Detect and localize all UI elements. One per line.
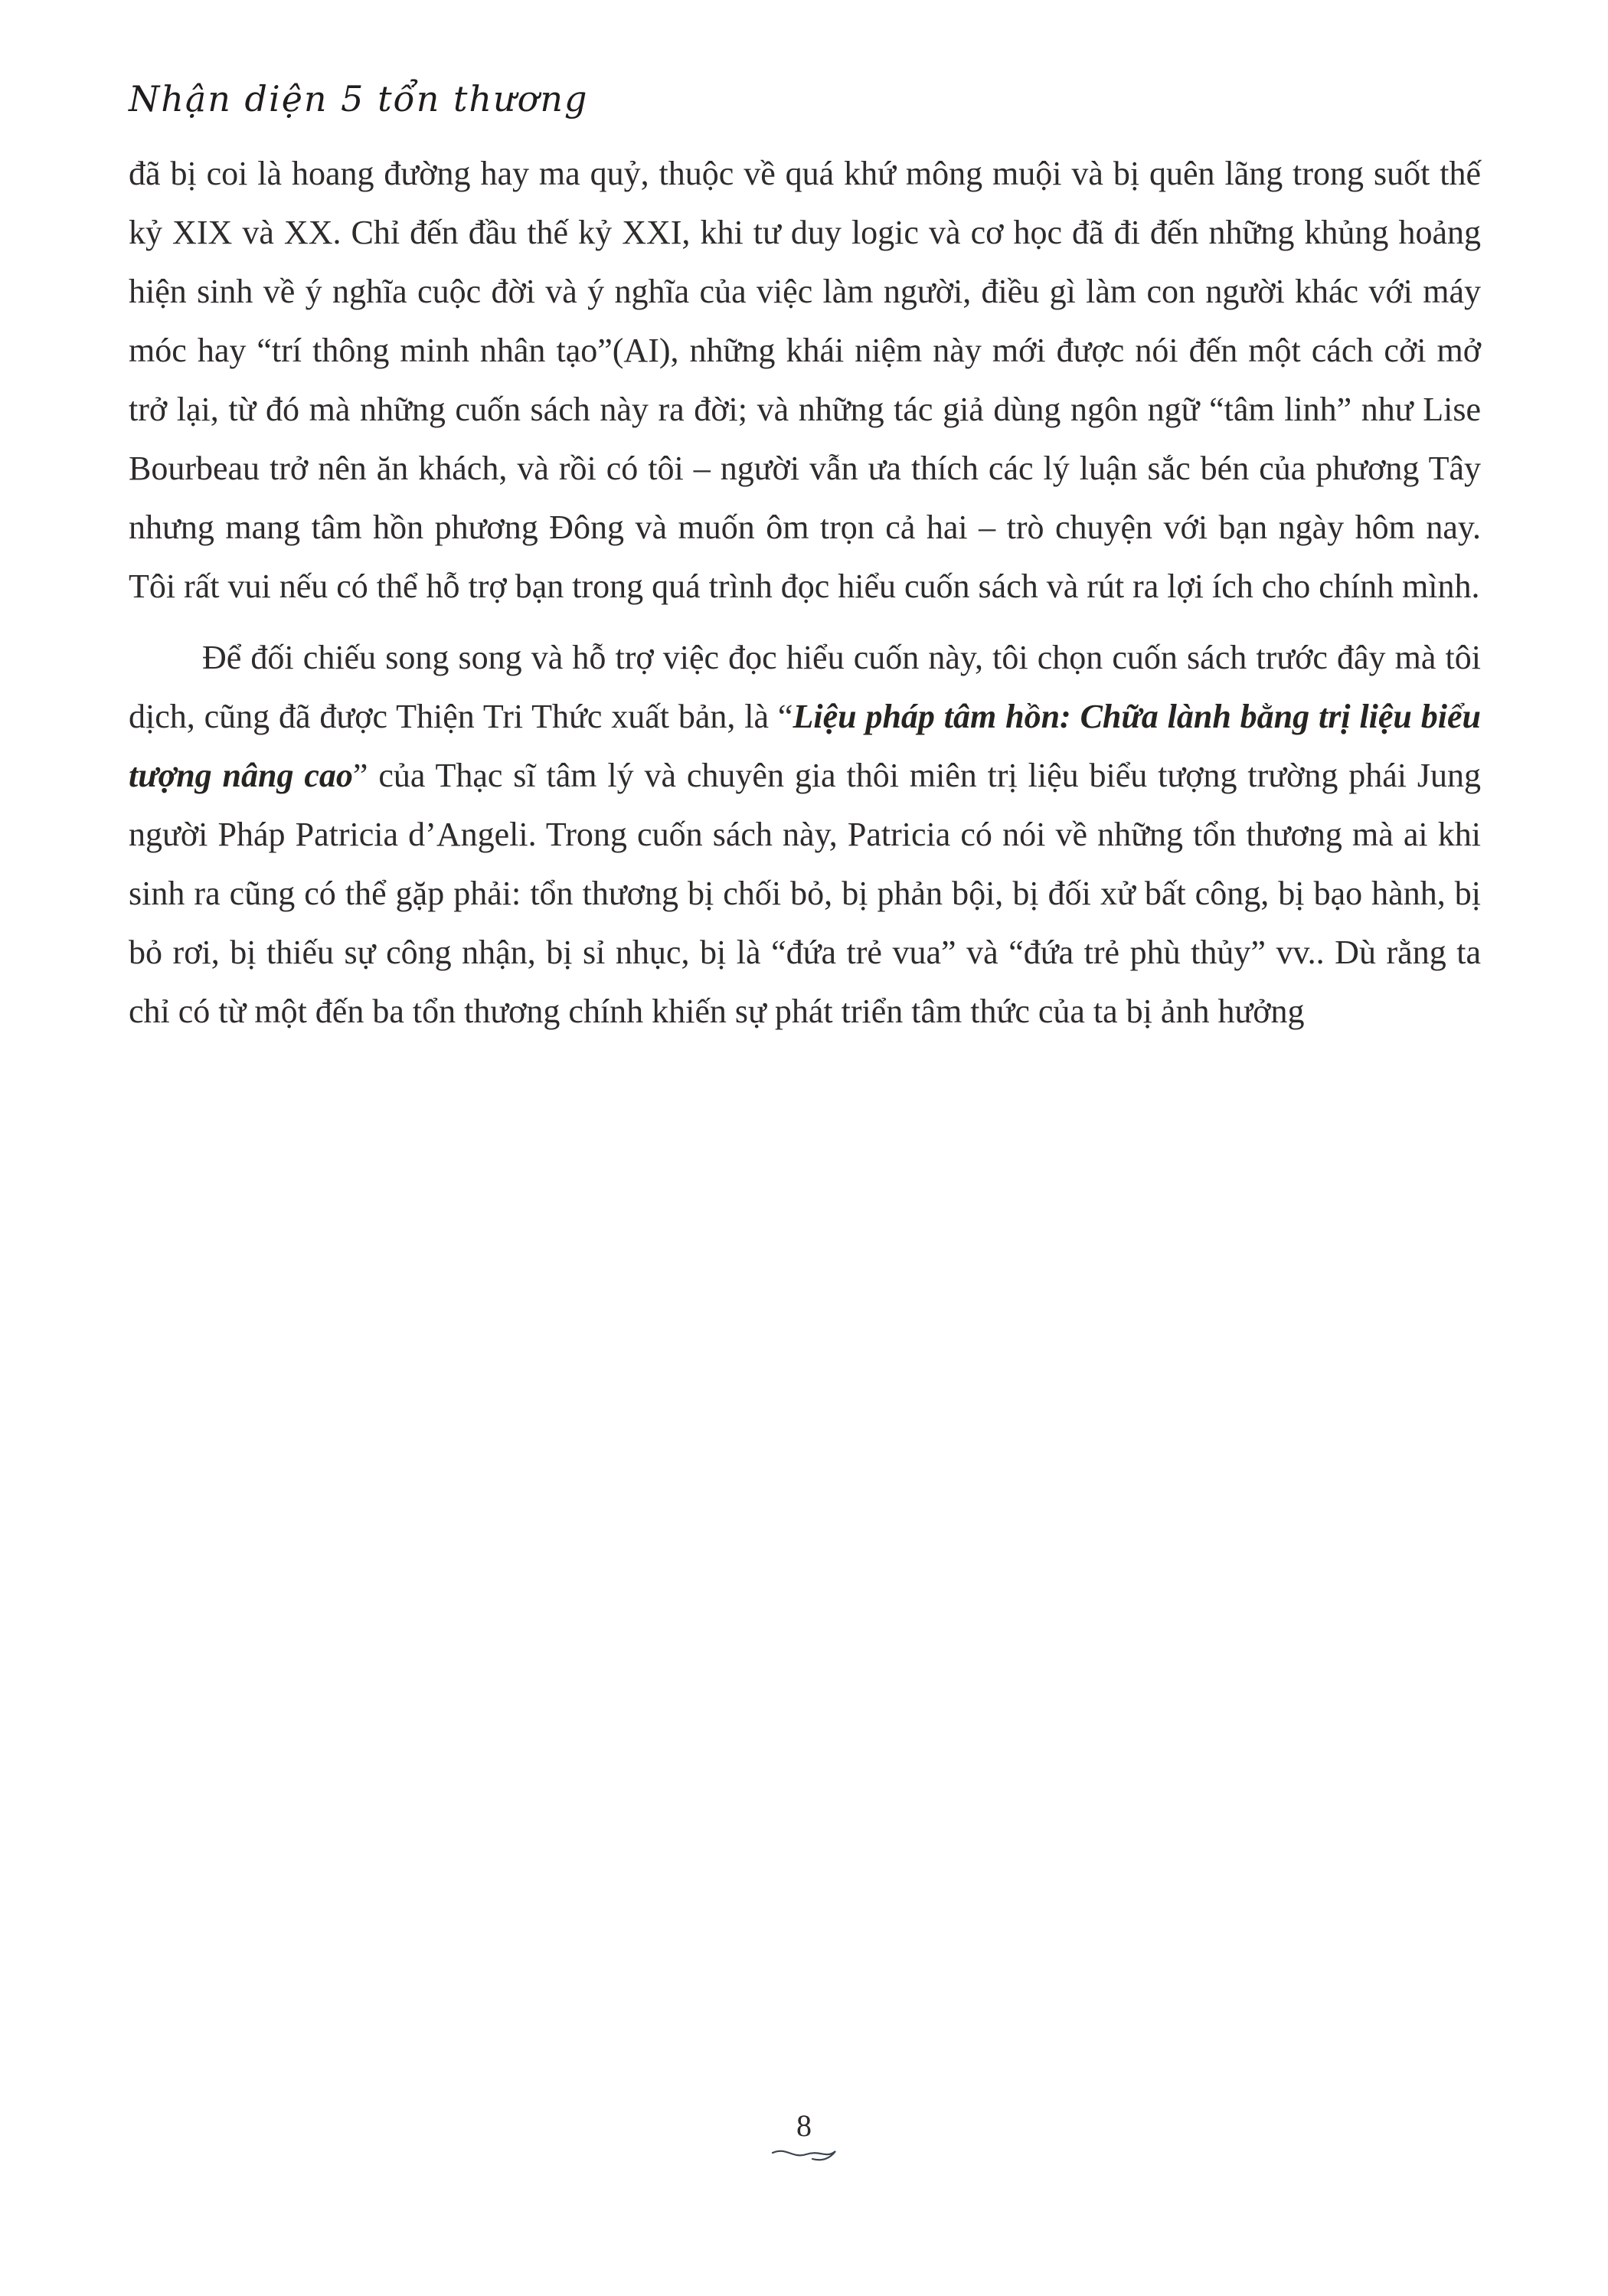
page-footer (0, 2108, 1608, 2165)
page-number-flourish-icon (770, 2145, 838, 2165)
paragraph (129, 628, 1481, 1041)
page-number: 8 (796, 2108, 812, 2143)
paragraph: đã bị coi là hoang đường hay ma quỷ, thuộc về quá khứ mông muội và bị quên lãng trong suốt thế kỷ XIX và XX. Chỉ đến đầu thế kỷ XXI, khi tư duy logic và cơ học đã đi đến những khủng hoảng hiện sinh về ý nghĩa cuộc đời và ý nghĩa của việc làm người, điều gì làm con người khác với máy móc hay “trí thông minh nhân tạo”(AI), những khái niệm này mới được nói đến một cách cởi mở trở lại, từ đó mà những cuốn sách này ra đời; và những tác giả dùng ngôn ngữ “tâm linh” như Lise Bourbeau trở nên ăn khách, và rồi có tôi – người vẫn ưa thích các lý luận sắc bén của phương Tây nhưng mang tâm hồn phương Đông và muốn ôm trọn cả hai – trò chuyện với bạn ngày hôm nay. Tôi rất vui nếu có thể hỗ trợ bạn trong quá trình đọc hiểu cuốn sách và rút ra lợi ích cho chính mình. (129, 155, 1481, 605)
page-body-text (129, 144, 1481, 1041)
paragraph-segment: Để đối chiếu song song và hỗ trợ việc đọc hiểu cuốn này, tôi chọn cuốn sách trước đây mà tôi dịch, cũng đã được Thiện Tri Thức xuất bản, là “ (129, 639, 1481, 735)
running-header-title: Nhận diện 5 tổn thương (129, 78, 589, 119)
book-title-emphasis: Liệu pháp tâm hồn: Chữa lành bằng trị liệu biểu tượng nâng cao (129, 698, 1481, 794)
paragraph-segment: ” của Thạc sĩ tâm lý và chuyên gia thôi miên trị liệu biểu tượng trường phái Jung người Pháp Patricia d’Angeli. Trong cuốn sách này, Patricia có nói về những tổn thương mà ai khi sinh ra cũng có thể gặp phải: tổn thương bị chối bỏ, bị phản bội, bị đối xử bất công, bị bạo hành, bị bỏ rơi, bị thiếu sự công nhận, bị sỉ nhục, bị là “đứa trẻ vua” và “đứa trẻ phù thủy” vv.. Dù rằng ta chỉ có từ một đến ba tổn thương chính khiến sự phát triển tâm thức của ta bị ảnh hưởng (129, 757, 1481, 1030)
